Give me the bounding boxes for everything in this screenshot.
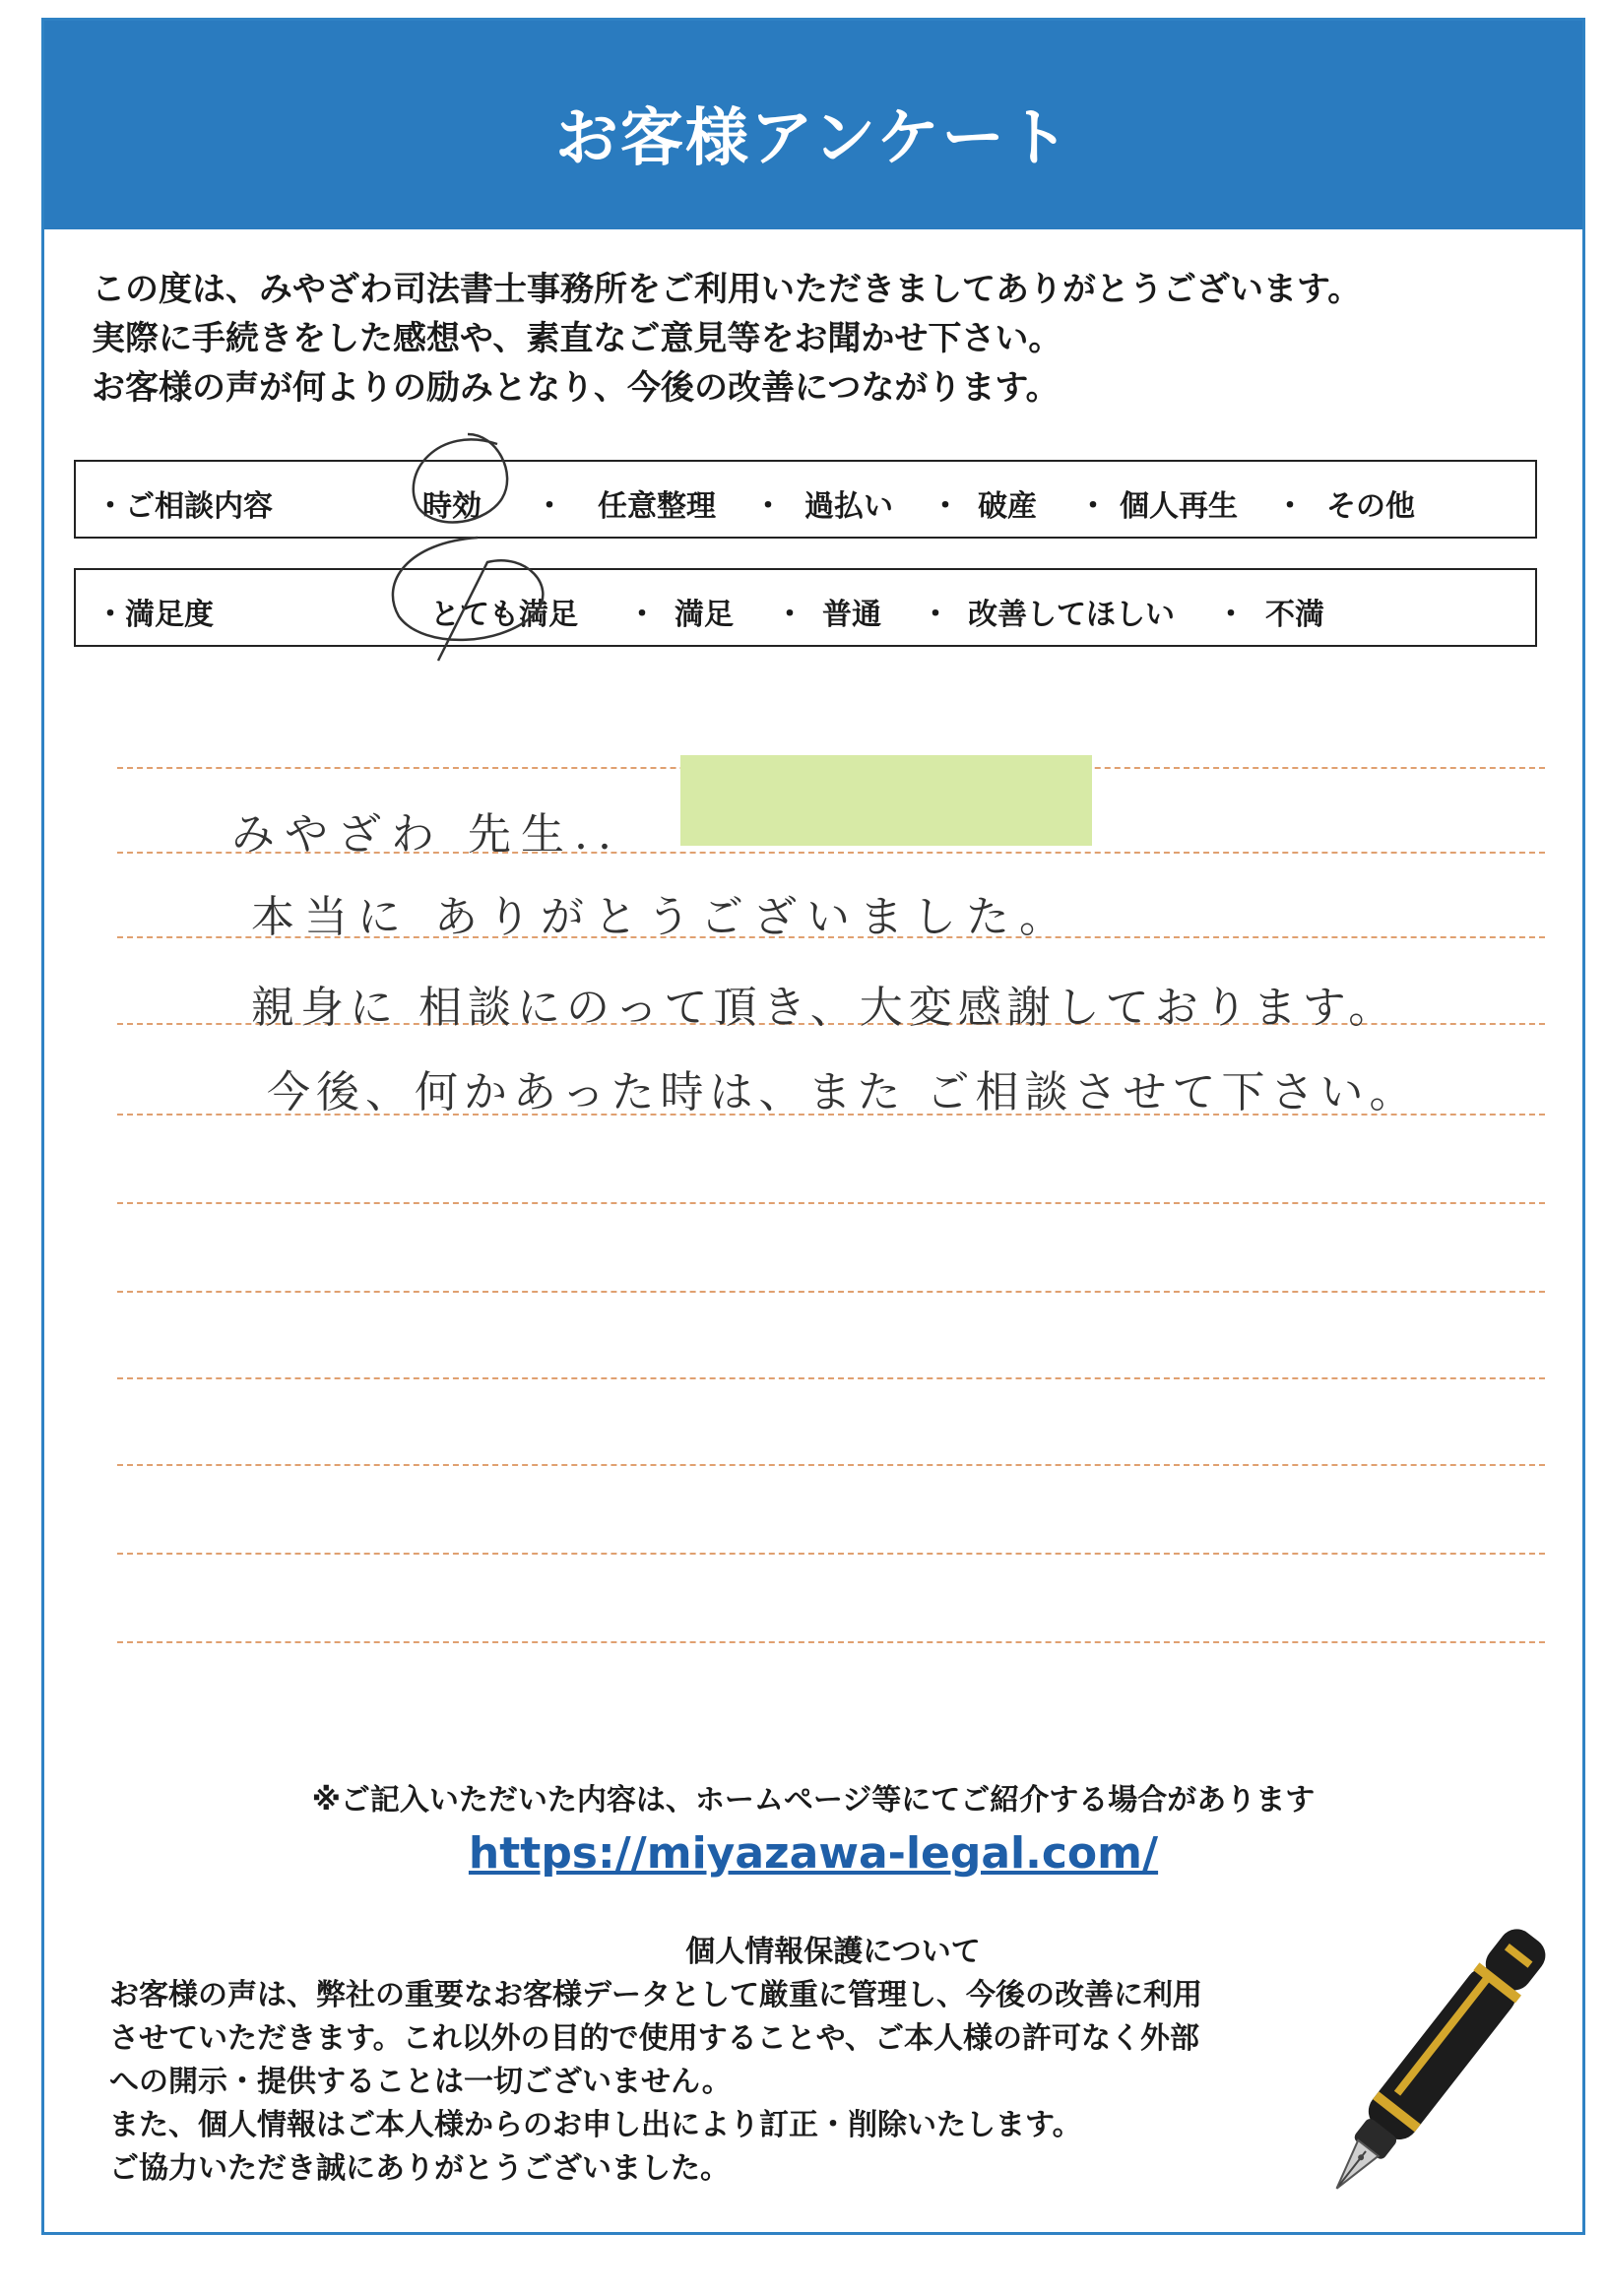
separator: ・	[753, 489, 783, 524]
handwritten-line: 今後、何かあった時は、また ご相談させて下さい。	[267, 1067, 1419, 1117]
satisfaction-row	[74, 568, 1537, 647]
option-nini-seiri: 任意整理	[598, 489, 716, 524]
privacy-line: させていただきます。これ以外の目的で使用することや、ご本人様の許可なく外部	[109, 2021, 1199, 2056]
separator: ・	[1275, 489, 1305, 524]
ruled-line	[117, 1553, 1545, 1555]
redaction-block	[680, 755, 1092, 846]
option-hasan: 破産	[978, 489, 1037, 524]
page-title: お客様アンケート	[554, 102, 1072, 175]
website-link[interactable]: https://miyazawa-legal.com/	[468, 1828, 1159, 1879]
separator: ・	[775, 598, 804, 632]
privacy-line: また、個人情報はご本人様からのお申し出により訂正・削除いたします。	[109, 2108, 1082, 2142]
selection-circle-mark	[379, 415, 576, 690]
separator: ・	[627, 598, 657, 632]
separator: ・	[1216, 598, 1246, 632]
option-kaizen: 改善してほしい	[968, 598, 1175, 632]
ruled-line	[117, 1291, 1545, 1293]
option-futsuu: 普通	[822, 598, 881, 632]
option-fuman: 不満	[1265, 598, 1324, 632]
header-banner	[44, 21, 1582, 229]
privacy-line: への開示・提供することは一切ございません。	[109, 2065, 732, 2099]
ruled-line	[117, 1464, 1545, 1466]
intro-line: この度は、みやざわ司法書士事務所をご利用いただきましてありがとうございます。	[92, 270, 1362, 309]
satisfaction-label: ・満足度	[96, 598, 214, 632]
fountain-pen-icon	[1295, 1872, 1607, 2197]
separator: ・	[1078, 489, 1108, 524]
consultation-label: ・ご相談内容	[96, 489, 273, 524]
option-sonota: その他	[1326, 489, 1415, 524]
handwritten-line: 本当に ありがとうございました。	[251, 892, 1072, 942]
survey-sheet	[41, 18, 1585, 2235]
separator: ・	[535, 489, 564, 524]
intro-line: お客様の声が何よりの励みとなり、今後の改善につながります。	[92, 368, 1060, 408]
handwritten-line: みやざわ 先生..	[231, 809, 621, 860]
option-totemo-manzoku: とても満足	[430, 598, 578, 632]
ruled-line	[117, 1377, 1545, 1379]
privacy-text	[109, 1974, 1202, 2191]
privacy-line: ご協力いただき誠にありがとうございました。	[109, 2151, 730, 2186]
option-manzoku: 満足	[675, 598, 734, 632]
separator: ・	[931, 489, 960, 524]
publication-notice: ※ご記入いただいた内容は、ホームページ等にてご紹介する場合があります	[311, 1783, 1316, 1818]
separator: ・	[921, 598, 950, 632]
privacy-title: 個人情報保護について	[685, 1935, 981, 1969]
option-kojin-saisei: 個人再生	[1120, 489, 1238, 524]
privacy-line: お客様の声は、弊社の重要なお客様データとして厳重に管理し、今後の改善に利用	[109, 1978, 1202, 2012]
ruled-line	[117, 1202, 1545, 1204]
option-jikou: 時効	[422, 489, 482, 524]
intro-text	[92, 265, 1361, 413]
handwritten-line: 親身に 相談にのって頂き、大変感謝しております。	[251, 983, 1398, 1033]
consultation-row	[74, 460, 1537, 539]
intro-line: 実際に手続きをした感想や、素直なご意見等をお聞かせ下さい。	[92, 319, 1062, 358]
ruled-line	[117, 1641, 1545, 1643]
option-kabarai: 過払い	[804, 489, 893, 524]
